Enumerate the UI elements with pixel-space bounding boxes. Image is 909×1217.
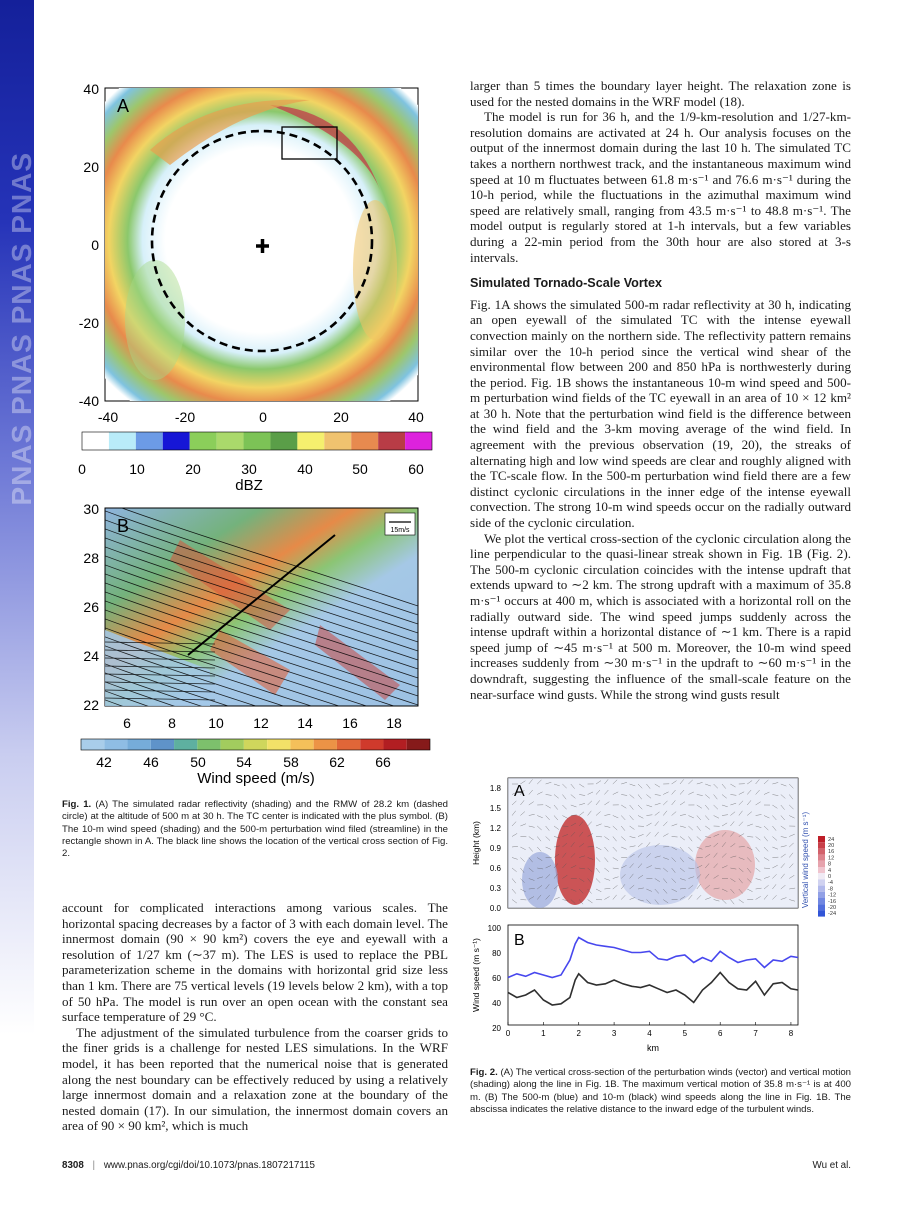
page-footer: [62, 1160, 315, 1171]
cbar-tick: 50: [352, 461, 368, 477]
fig2-caption-label: Fig. 2.: [470, 1067, 498, 1078]
y-tick: 1.5: [489, 804, 501, 813]
vector-scale-label: 15m/s: [390, 527, 410, 534]
colorbar-swatch: [818, 842, 825, 848]
fig2b-panel-label: B: [514, 932, 525, 949]
fig2-panel-b: [471, 924, 798, 1053]
cbar-tick: 62: [329, 754, 345, 770]
cbar-tick: 58: [283, 754, 299, 770]
colorbar-swatch: [314, 739, 337, 750]
x-tick: 6: [717, 1029, 723, 1038]
fig2a-colorbar: [818, 836, 825, 917]
colorbar-swatch: [217, 432, 244, 450]
colorbar-swatch: [818, 904, 825, 910]
colorbar-swatch: [383, 739, 406, 750]
x-tick: 12: [253, 715, 269, 731]
fig1a-x-ticks: [98, 409, 424, 425]
colorbar-swatch: [270, 432, 297, 450]
cbar-tick: 8: [828, 861, 832, 868]
colorbar-swatch: [818, 867, 825, 873]
colorbar-swatch: [109, 432, 136, 450]
colorbar-swatch: [163, 432, 190, 450]
colorbar-swatch: [818, 898, 825, 904]
fig2-caption: [470, 1067, 851, 1116]
x-tick: 14: [297, 715, 313, 731]
x-tick: 4: [647, 1029, 652, 1038]
fig2-panel-a: [471, 778, 836, 917]
fig2a-ylabel: Height (km): [471, 821, 481, 865]
page-number: 8308: [62, 1160, 84, 1171]
y-tick: 22: [83, 697, 99, 713]
y-tick: 1.8: [489, 784, 501, 793]
y-tick: 60: [492, 974, 501, 983]
colorbar-swatch: [174, 739, 197, 750]
paragraph: We plot the vertical cross-section of the cyclonic circulation along the line perpendicular to the quasi-linear streak shown in Fig. 1B (Fig. 2). The 500-m cyclonic circulation coincides with the intense updraft that extends upward to ∼2 km. The strong updraft with a maximum of 35.8 m·s⁻¹ occurs at 400 m, which is associated with a horizontal roll on the radially outward side. The wind speed jumps suddenly across the intense updraft within a horizontal distance of ∼1 km. There is a rapid speed jump of ∼45 m·s⁻¹ at 500 m. Moreover, the 10-m wind speed increases suddenly from ∼30 m·s⁻¹ in the updraft to ∼60 m·s⁻¹ in the downdraft, suggesting the influence of the small-scale feature on the near-surface wind gusts. While the strong wind gusts result: [470, 530, 851, 702]
x-tick: 2: [576, 1029, 581, 1038]
journal-brand: PNAS PNAS PNAS PNAS: [6, 152, 37, 506]
figure-1: [60, 70, 450, 790]
cbar-tick: 20: [828, 843, 835, 849]
y-tick: 24: [83, 648, 99, 664]
cbar-tick: 46: [143, 754, 159, 770]
fig2b-y-ticks: [488, 924, 502, 1033]
colorbar-swatch: [221, 739, 244, 750]
figure-2: [470, 770, 855, 1062]
colorbar-swatch: [151, 739, 174, 750]
fig1b-colorbar-label: Wind speed (m/s): [197, 770, 315, 787]
cbar-tick: 16: [828, 849, 835, 856]
x-tick: 8: [788, 1029, 794, 1038]
colorbar-swatch: [351, 432, 378, 450]
cbar-tick: -20: [828, 905, 837, 911]
colorbar-swatch: [818, 855, 825, 861]
colorbar-swatch: [378, 432, 405, 450]
colorbar-swatch: [818, 873, 825, 879]
cbar-tick: 66: [375, 754, 391, 770]
fig1a-colorbar-ticks: [78, 461, 424, 477]
y-tick: 28: [83, 550, 99, 566]
colorbar-swatch: [818, 886, 825, 892]
cbar-tick: 20: [185, 461, 201, 477]
colorbar-swatch: [128, 739, 151, 750]
y-tick: 40: [492, 999, 501, 1008]
x-tick: 7: [753, 1029, 758, 1038]
footer-separator: |: [92, 1160, 96, 1171]
fig1b-colorbar: [81, 739, 430, 750]
left-column: [62, 900, 448, 1134]
x-tick: -40: [97, 409, 119, 425]
reflectivity-shading: [60, 70, 450, 445]
section-heading: Simulated Tornado-Scale Vortex: [470, 276, 662, 291]
paragraph: The model is run for 36 h, and the 1/9-km-resolution and 1/27-km-resolution domains are activated at 24 h. Our analysis focuses on the output of the innermost domain during the last 10 h. The simulated TC takes a northern northwest track, and the instantaneous maximum wind speed at 10 m fluctuates between 61.8 m·s⁻¹ and 76.6 m·s⁻¹ during the 10-h period, while the fluctuations in the azimuthal maximum wind speed are relatively small, ranging from 43.5 m·s⁻¹ to 48.8 m·s⁻¹. The model output is regularly stored at 1-h intervals, but a few variables during a 22-min period from the 30th hour are also stored at 3-s intervals.: [470, 109, 851, 265]
footer-authors: Wu et al.: [812, 1160, 851, 1171]
x-tick: 8: [168, 715, 176, 731]
y-tick: 100: [487, 924, 501, 933]
x-tick: 3: [611, 1029, 617, 1038]
y-tick: 0.6: [489, 864, 501, 873]
y-tick: 80: [492, 949, 501, 958]
y-tick: 0.3: [489, 884, 501, 893]
fig1b-panel-label: B: [117, 516, 130, 536]
colorbar-swatch: [405, 432, 432, 450]
cbar-tick: 50: [190, 754, 206, 770]
cbar-tick: -8: [828, 886, 833, 893]
updraft-shading: [555, 815, 595, 905]
x-tick: 6: [123, 715, 131, 731]
fig1-panel-a: [60, 70, 450, 494]
fig1b-y-ticks: [83, 501, 99, 713]
y-tick: 40: [83, 81, 99, 97]
x-tick: 0: [505, 1029, 511, 1038]
colorbar-swatch: [818, 848, 825, 854]
fig1-caption-label: Fig. 1.: [62, 799, 92, 810]
colorbar-swatch: [244, 739, 267, 750]
x-tick: 0: [259, 409, 267, 425]
colorbar-swatch: [324, 432, 351, 450]
fig2b-ylabel: Wind speed (m s⁻¹): [471, 938, 481, 1012]
fig2a-colorbar-label: Vertical wind speed (m s⁻¹): [801, 811, 810, 909]
y-tick: 30: [83, 501, 99, 517]
fig1-caption: [62, 799, 448, 860]
colorbar-swatch: [818, 892, 825, 898]
fig1b-x-ticks: [123, 715, 402, 731]
colorbar-swatch: [197, 739, 220, 750]
cbar-tick: 0: [828, 874, 832, 880]
cbar-tick: 40: [297, 461, 313, 477]
colorbar-swatch: [81, 739, 104, 750]
colorbar-swatch: [337, 739, 360, 750]
cbar-tick: 24: [828, 836, 835, 843]
colorbar-swatch: [82, 432, 109, 450]
right-column: [470, 78, 851, 702]
colorbar-swatch: [818, 910, 825, 916]
fig2-caption-text: (A) The vertical cross-section of the perturbation winds (vector) and vertical motion (shading) along the line in Fig. 1B. The maximum vertical motion of 35.8 m·s⁻¹ is at 400 m. (B) The 500-m (blue) and 10-m (black) wind speeds along the line in Fig. 1B. The abscissa indicates the relative distance to the inward edge of the turbulent winds.: [470, 1067, 852, 1115]
cbar-tick: -12: [828, 892, 837, 899]
colorbar-swatch: [818, 836, 825, 842]
colorbar-swatch: [244, 432, 271, 450]
x-tick: 20: [333, 409, 349, 425]
doi-link[interactable]: www.pnas.org/cgi/doi/10.1073/pnas.1807217115: [103, 1160, 315, 1171]
paragraph: Fig. 1A shows the simulated 500-m radar reflectivity at 30 h, indicating an open eyewall of the simulated TC with the intense eyewall convection mainly on the northern side. The reflectivity pattern remains similar over the 10-h period since the vertical wind shear of the environmental flow between 200 and 850 hPa is northwesterly during the period. Fig. 1B shows the instantaneous 10-m wind speed and 500-m perturbation wind fields of the TC eyewall in an area of 10 × 12 km² at 30 h. Note that the perturbation wind field is the difference between the wind field and the 3-km moving average of the wind field. In agreement with the previous observation (19, 20), the streaks of alternating high and low wind speeds are clear and roughly aligned with the TC-scale flow. In the 500-m perturbation wind field there are a few distinct cyclonic circulations in the inner edge of the intense eyewall convection. The strong 10-m wind speeds occur on the radially outward side of the cyclonic circulation.: [470, 296, 851, 531]
cbar-tick: 12: [828, 855, 835, 862]
fig1-panel-b: [81, 500, 430, 790]
fig1a-colorbar-label: dBZ: [235, 477, 263, 494]
colorbar-swatch: [360, 739, 383, 750]
paragraph: larger than 5 times the boundary layer height. The relaxation zone is used for the nested domains in the WRF model (18).: [470, 78, 851, 109]
colorbar-swatch: [136, 432, 163, 450]
y-tick: 1.2: [489, 824, 501, 833]
x-tick: 40: [408, 409, 424, 425]
fig1a-colorbar: [82, 432, 432, 450]
fig2a-panel-label: A: [514, 783, 525, 800]
colorbar-swatch: [297, 432, 324, 450]
fig2b-xlabel: km: [647, 1043, 659, 1053]
x-tick: 16: [342, 715, 358, 731]
y-tick: -40: [78, 393, 99, 409]
x-tick: 18: [386, 715, 402, 731]
x-tick: 10: [208, 715, 224, 731]
fig1b-colorbar-ticks: [96, 754, 391, 770]
fig1-caption-text: (A) The simulated radar reflectivity (shading) and the RMW of 28.2 km (dashed circle) at the altitude of 500 m at 30 h. The TC center is indicated with the plus symbol. (B) The 10-m wind speed (shading) and the 500-m perturbation wind filed (streamline) in the rectangle shown in A. The black line shows the location of the vertical cross section of Fig. 2.: [62, 799, 449, 860]
colorbar-swatch: [818, 879, 825, 885]
x-tick: -20: [174, 409, 196, 425]
journal-sidebar: [0, 0, 37, 1217]
fig2a-y-ticks: [490, 784, 502, 913]
x-tick: 1: [541, 1029, 546, 1038]
paragraph: The adjustment of the simulated turbulence from the coarser grids to the finer grids is a challenge for nested LES simulations. In the WRF model, it has been reported that the numerical noise that is generated along the nest boundary can be effectively reduced by using a relatively large innermost domain and a relaxation zone at the boundary of the nested domain (17). In our simulation, the innermost domain covers an area of 90 × 90 km², which is much: [62, 1024, 448, 1134]
fig1a-panel-label: A: [117, 96, 130, 116]
y-tick: 0: [91, 237, 99, 253]
cbar-tick: -24: [828, 911, 837, 918]
colorbar-swatch: [267, 739, 290, 750]
paragraph: account for complicated interactions among various scales. The horizontal spacing decreases by a factor of 3 with each domain level. The innermost domain (90 × 90 km²) covers the eye and eyewall with a resolution of 1/27 km (∼37 m). The LES is used to replace the PBL parameterization scheme in the domains with horizontal grid size less than 1 km. There are 75 vertical levels (19 levels below 2 km), with a top of 50 hPa. The model is run over an open ocean with the constant sea surface temperature of 29 °C.: [62, 900, 448, 1025]
cbar-tick: 42: [96, 754, 112, 770]
cbar-tick: 30: [241, 461, 257, 477]
x-tick: 5: [682, 1029, 688, 1038]
y-tick: 20: [83, 159, 99, 175]
y-tick: -20: [78, 315, 99, 331]
fig2a-colorbar-ticks: [828, 837, 836, 917]
cbar-tick: 60: [408, 461, 424, 477]
y-tick: 26: [83, 599, 99, 615]
y-tick: 0.9: [489, 844, 501, 853]
colorbar-swatch: [104, 739, 127, 750]
cbar-tick: -4: [828, 880, 833, 887]
colorbar-swatch: [290, 739, 313, 750]
cbar-tick: 0: [78, 461, 86, 477]
colorbar-swatch: [190, 432, 217, 450]
cbar-tick: 10: [129, 461, 145, 477]
cbar-tick: -16: [828, 898, 837, 905]
colorbar-swatch: [818, 861, 825, 867]
colorbar-swatch: [407, 739, 430, 750]
fig1a-y-ticks: [79, 81, 99, 409]
y-tick: 20: [492, 1024, 501, 1033]
y-tick: 0.0: [489, 904, 501, 913]
cbar-tick: 4: [828, 867, 832, 874]
cbar-tick: 54: [236, 754, 252, 770]
